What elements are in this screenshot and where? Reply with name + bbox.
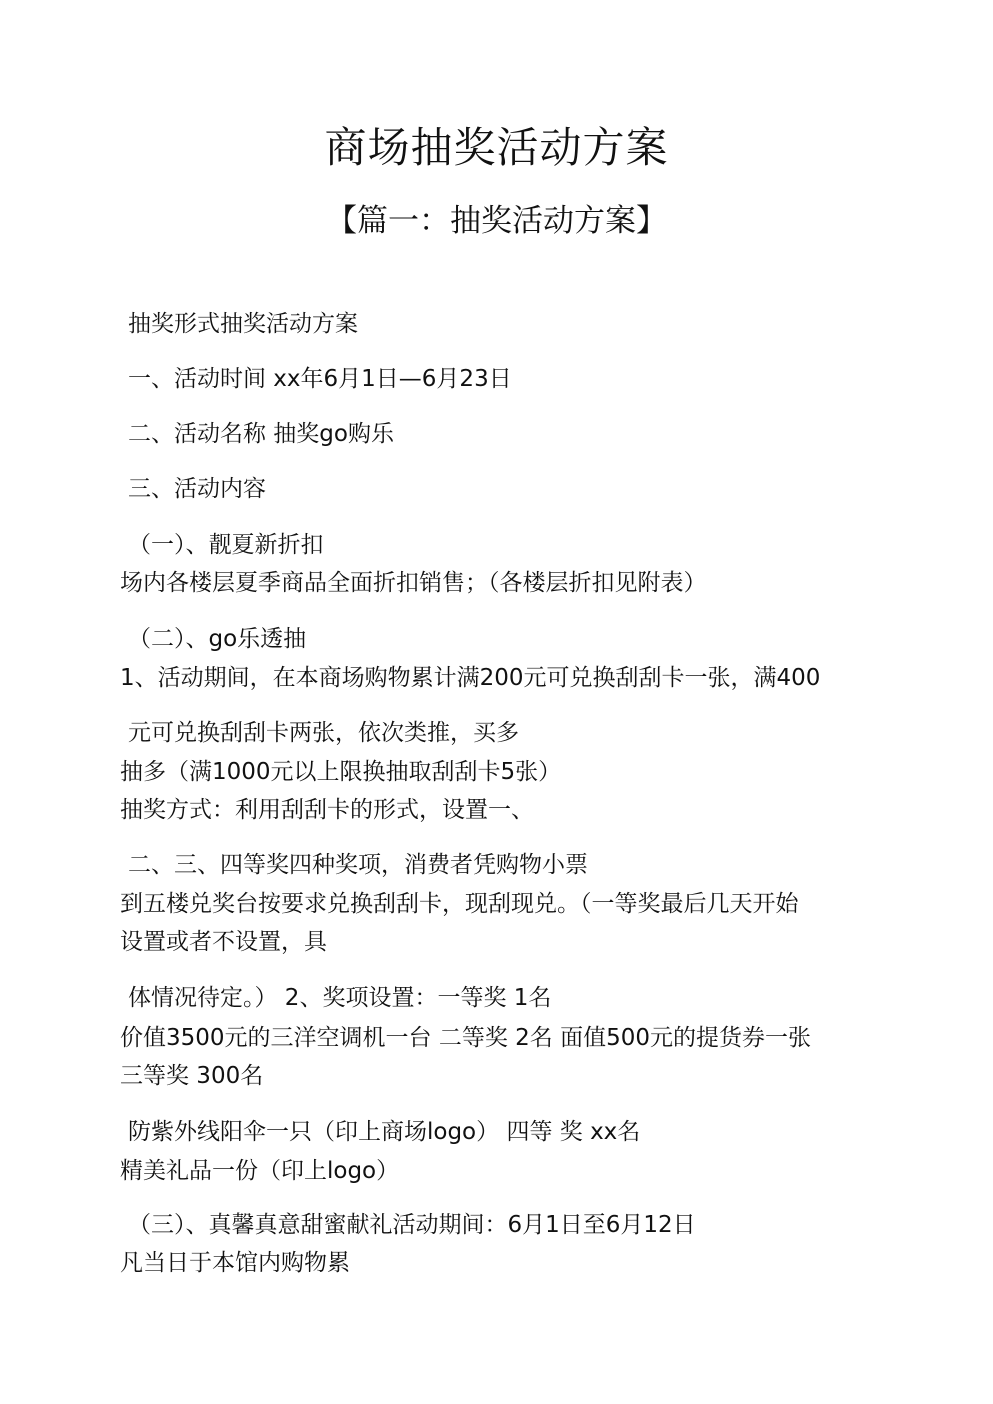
text-line: 二、三、四等奖四种奖项，消费者凭购物小票 <box>128 852 588 878</box>
text-line: 三等奖 300名 <box>120 1063 264 1089</box>
text-line: 元可兑换刮刮卡两张，依次类推，买多 <box>128 720 519 746</box>
text-line: 抽多（满1000元以上限换抽取刮刮卡5张） <box>120 759 562 785</box>
text-line: 体情况待定。） 2、奖项设置：一等奖 1名 <box>128 985 552 1011</box>
text-line: （一）、靓夏新折扣 <box>128 532 324 558</box>
text-line: 凡当日于本馆内购物累 <box>120 1250 350 1276</box>
text-line: 设置或者不设置，具 <box>120 929 327 955</box>
text-line: 一、活动时间 xx年6月1日—6月23日 <box>128 366 512 392</box>
text-line: 价值3500元的三洋空调机一台 二等奖 2名 面值500元的提货券一张 <box>120 1025 811 1051</box>
text-line: 抽奖方式：利用刮刮卡的形式，设置一、 <box>120 797 534 823</box>
text-line: 精美礼品一份（印上logo） <box>120 1158 400 1184</box>
document-title: 商场抽奖活动方案 <box>324 123 669 172</box>
section-title: 【篇一：抽奖活动方案】 <box>326 203 667 239</box>
text-line: 防紫外线阳伞一只（印上商场logo） 四等 奖 xx名 <box>128 1119 641 1145</box>
text-line: 抽奖形式抽奖活动方案 <box>128 311 358 337</box>
text-line: 场内各楼层夏季商品全面折扣销售；（各楼层折扣见附表） <box>120 570 707 596</box>
text-line: 到五楼兑奖台按要求兑换刮刮卡，现刮现兑。（一等奖最后几天开始 <box>120 891 799 917</box>
text-line: （三）、真馨真意甜蜜献礼活动期间：6月1日至6月12日 <box>128 1212 696 1238</box>
text-line: 二、活动名称 抽奖go购乐 <box>128 421 394 447</box>
text-line: 1、活动期间，在本商场购物累计满200元可兑换刮刮卡一张，满400 <box>120 665 821 691</box>
text-line: 三、活动内容 <box>128 476 266 502</box>
text-line: （二）、go乐透抽 <box>128 626 307 652</box>
